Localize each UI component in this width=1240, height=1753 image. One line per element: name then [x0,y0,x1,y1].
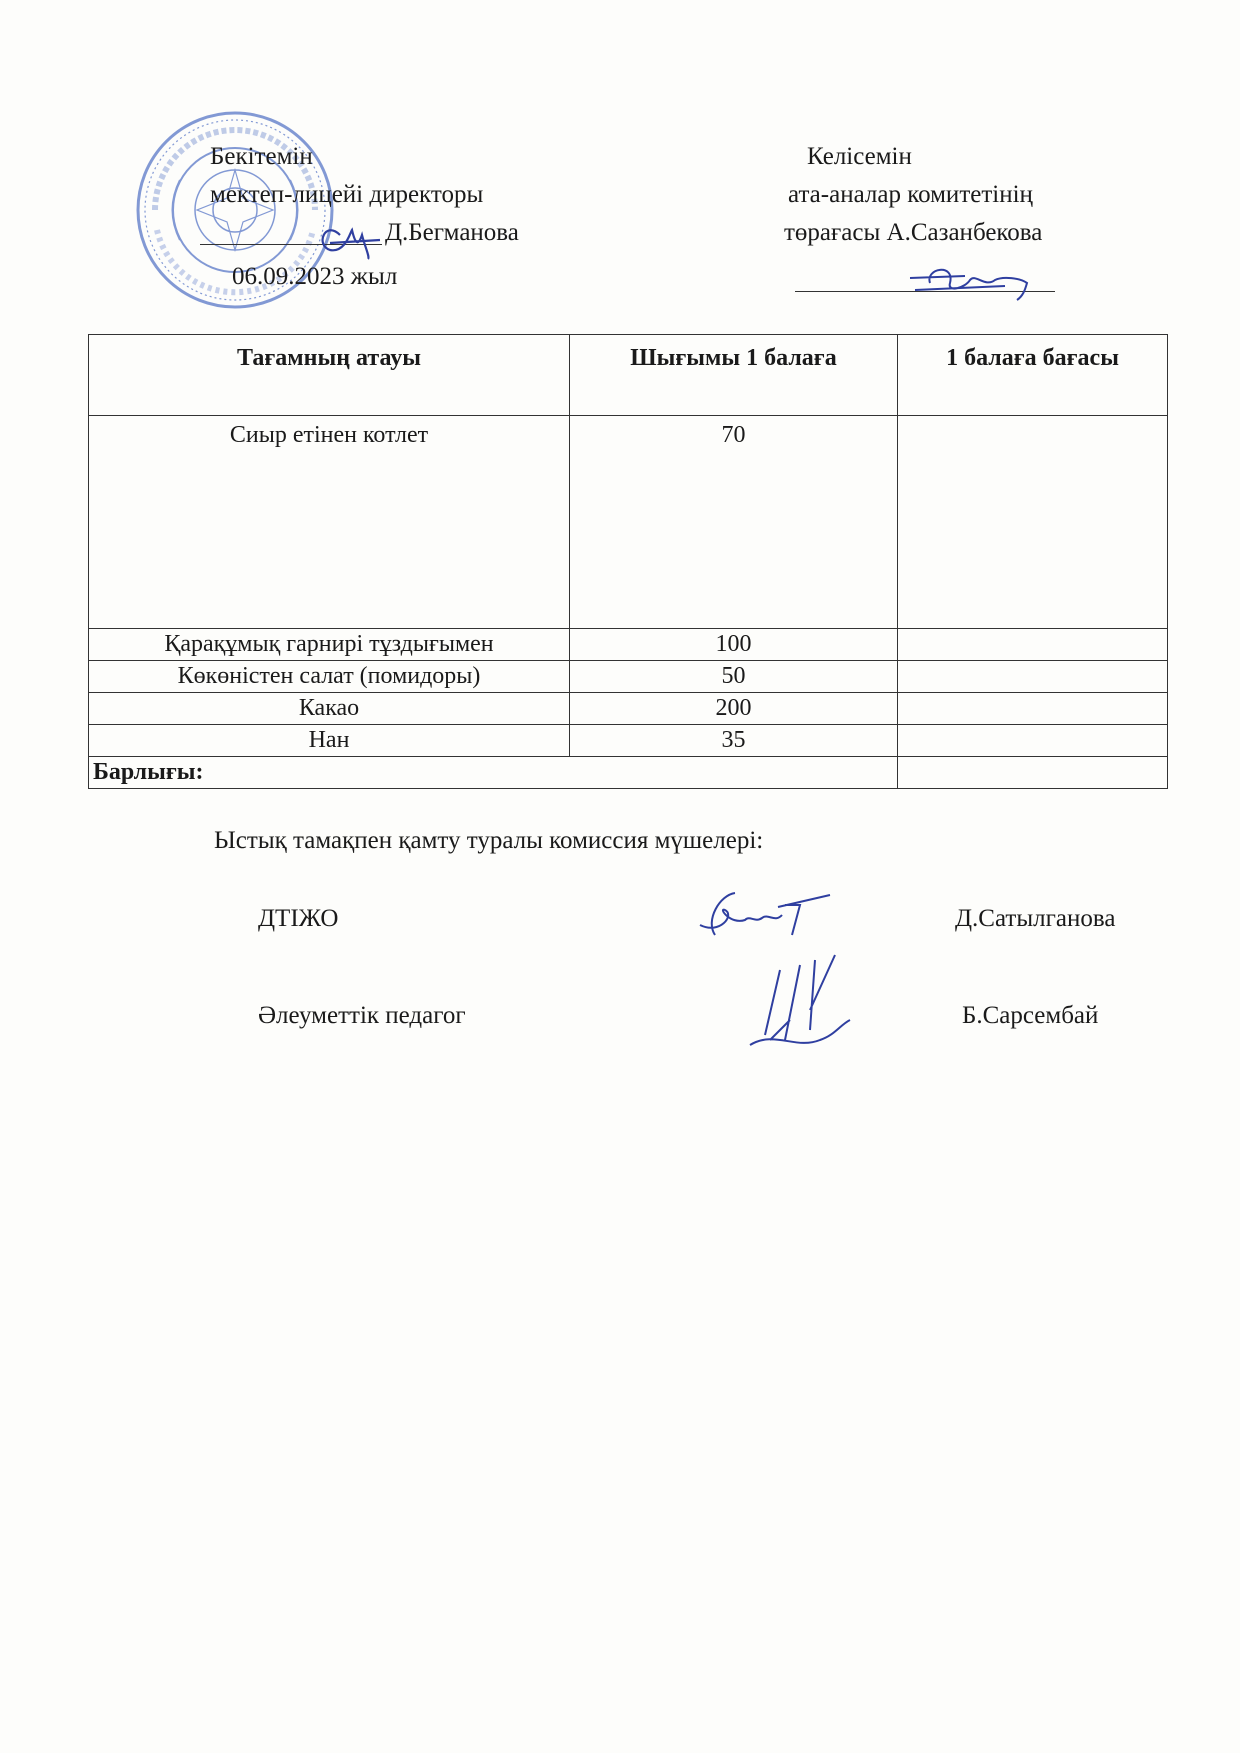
director-signature [310,215,390,260]
dish-price [898,693,1168,725]
header-yield: Шығымы 1 балаға [570,335,898,416]
dish-name: Нан [89,725,570,757]
agreement-name: төрағасы А.Сазанбекова [784,219,1043,246]
table-row [89,725,1168,757]
approval-position: мектеп-лицейі директоры [210,181,484,208]
table-row [89,629,1168,661]
table-header-row [89,335,1168,416]
total-label: Барлығы: [89,757,898,789]
member-signature [740,950,860,1060]
table-row [89,416,1168,629]
approval-name: Д.Бегманова [385,219,519,246]
dish-name: Қарақұмық гарнирі тұздығымен [89,629,570,661]
dish-yield: 35 [570,725,898,757]
menu-table [88,334,1168,789]
header-dish-name: Тағамның атауы [89,335,570,416]
agreement-title: Келісемін [807,143,912,170]
agreement-position: ата-аналар комитетінің [788,181,1033,208]
total-value [898,757,1168,789]
dish-name: Көкөністен салат (помидоры) [89,661,570,693]
member-role: ДТІЖО [258,905,339,932]
approval-title: Бекітемін [210,143,313,170]
committee-chair-signature [905,258,1035,303]
approval-date: 06.09.2023 жыл [232,263,398,290]
commission-title: Ыстық тамақпен қамту туралы комиссия мүшелері: [214,827,764,854]
dish-name: Какао [89,693,570,725]
header-price: 1 балаға бағасы [898,335,1168,416]
dish-yield: 50 [570,661,898,693]
member-role: Әлеуметтік педагог [258,1002,466,1029]
dish-yield: 100 [570,629,898,661]
member-signature [690,885,840,945]
dish-price [898,661,1168,693]
dish-price [898,725,1168,757]
dish-name: Сиыр етінен котлет [89,416,570,629]
table-row [89,693,1168,725]
dish-yield: 70 [570,416,898,629]
dish-price [898,629,1168,661]
table-row [89,661,1168,693]
member-name: Б.Сарсембай [962,1002,1099,1029]
dish-yield: 200 [570,693,898,725]
total-row [89,757,1168,789]
member-name: Д.Сатылганова [955,905,1116,932]
dish-price [898,416,1168,629]
